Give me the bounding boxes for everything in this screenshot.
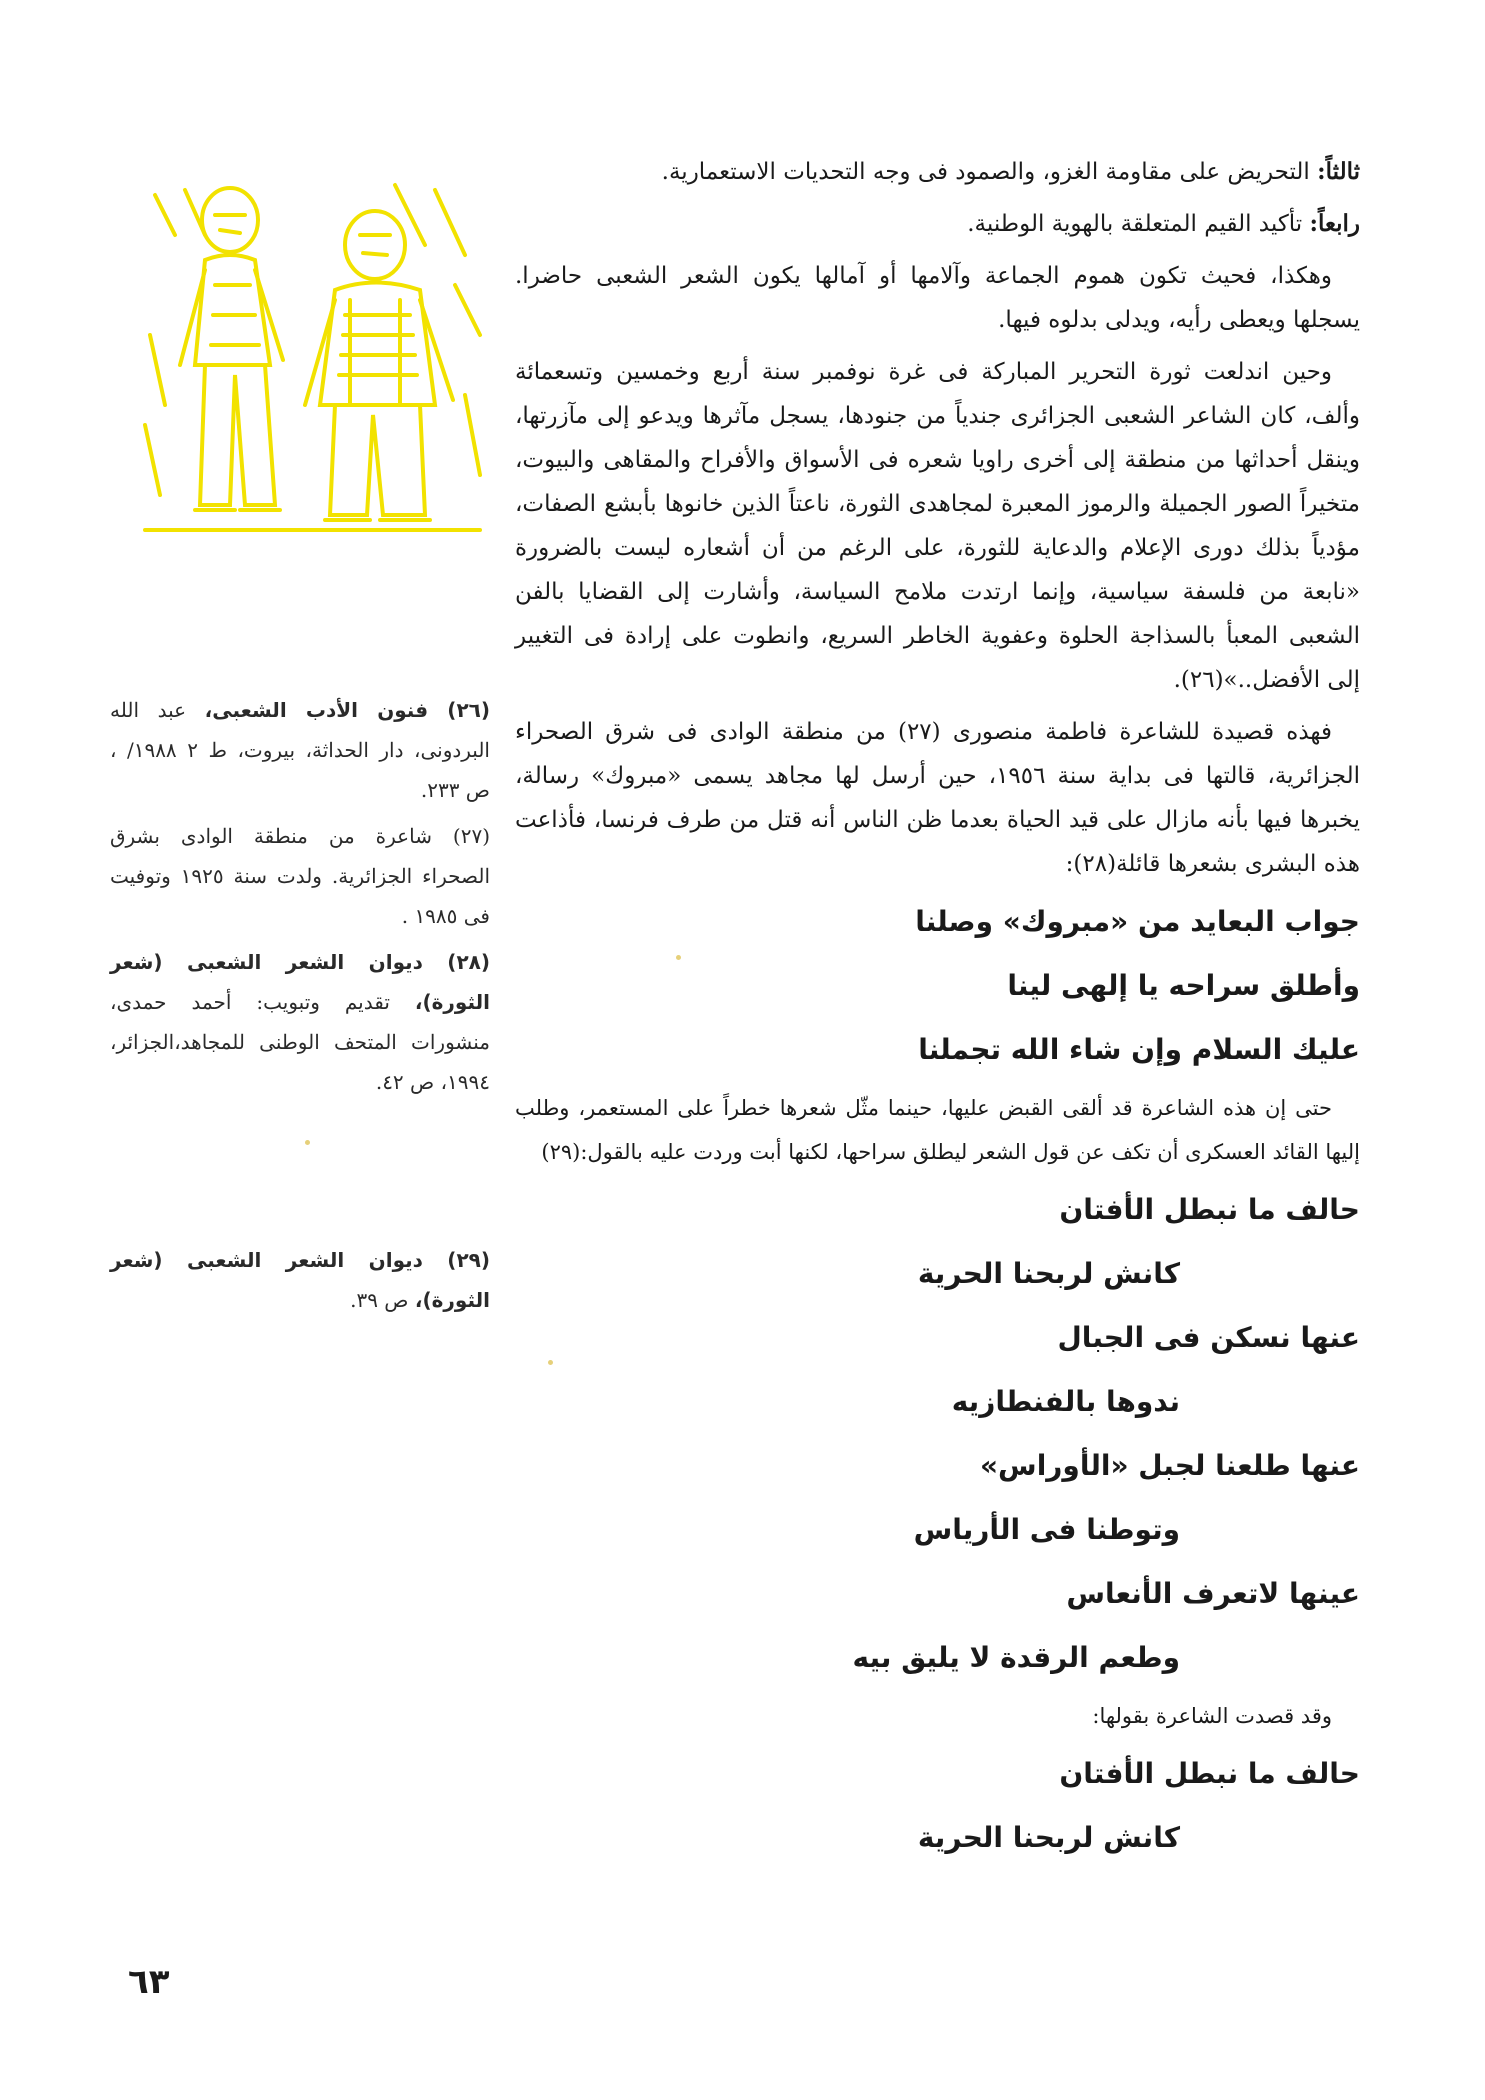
verse-line: حالف ما نبطل الأفتان	[1059, 1193, 1360, 1226]
speck	[305, 1140, 310, 1145]
lead-fourthly: رابعاً:	[1309, 210, 1360, 237]
paragraph-poem-intro: فهذه قصيدة للشاعرة فاطمة منصورى (٢٧) من منطقة الوادى فى شرق الصحراء الجزائرية، قالتها فى بداية سنة ١٩٥٦، حين أرسل لها مجاهد يسمى «مبروك» رسالة، يخبرها فيها بأنه مازال على قيد الحياة بعدما ظن الناس أنه قتل من طرف فرنسا، فأذاعت هذه البشرى بشعرها قائلة(٢٨):	[515, 719, 1360, 877]
verse-line: عينها لاتعرف الأنعاس	[1066, 1577, 1360, 1610]
footnote-28-title: (٢٨) ديوان الشعر الشعبى (شعر الثورة)،	[110, 950, 490, 1014]
paragraph-thus: وهكذا، فحيث تكون هموم الجماعة وآلامها أو آمالها يكون الشعر الشعبى حاضرا. يسجلها ويعطى رأيه، ويدلى بدلوه فيها.	[515, 263, 1360, 333]
verse-line: حالف ما نبطل الأفتان	[1059, 1757, 1360, 1790]
verse-line: كانش لربحنا الحرية	[917, 1257, 1180, 1290]
page-number: ٦٣	[128, 1962, 170, 2002]
verse-line: كانش لربحنا الحرية	[917, 1821, 1180, 1854]
paragraph-fourthly	[515, 202, 1360, 246]
verse-line: وتوطنا فى الأرياس	[913, 1513, 1180, 1546]
verse-line: ندوها بالفنطازيه	[951, 1385, 1180, 1418]
text-thirdly: التحريض على مقاومة الغزو، والصمود فى وجه التحديات الاستعمارية.	[661, 159, 1318, 185]
footnote-28-text: تقديم وتبويب: أحمد حمدى، منشورات المتحف الوطنى للمجاهد،الجزائر، ١٩٩٤، ص ٤٢.	[110, 990, 490, 1094]
footnote-29-title: (٢٩) ديوان الشعر الشعبى (شعر الثورة)،	[110, 1248, 490, 1312]
verse-block-3	[515, 1746, 1360, 1866]
verse-block-1	[515, 894, 1360, 1078]
footnote-26	[110, 690, 490, 810]
verse-line: عليك السلام وإن شاء الله تجملنا	[918, 1033, 1360, 1066]
footnote-26-text: عبد الله البردونى، دار الحداثة، بيروت، ط ٢ ١٩٨٨/ ، ص ٢٣٣.	[110, 698, 490, 802]
lead-thirdly: ثالثاً:	[1317, 158, 1360, 185]
speck	[548, 1360, 553, 1365]
verse-block-2	[515, 1182, 1360, 1686]
verse-line: عنها نسكن فى الجبال	[1057, 1321, 1360, 1354]
verse-line: عنها طلعنا لجبل «الأوراس»	[979, 1449, 1360, 1482]
paragraph-revolution: وحين اندلعت ثورة التحرير المباركة فى غرة نوفمبر سنة أربع وخمسين وتسعمائة وألف، كان الشاعر الشعبى الجزائرى جندياً من جنودها، يسجل مآثرها ويدعو إلى مآزرتها، وينقل أحداثها من منطقة إلى أخرى راويا شعره فى الأسواق والأفراح والمقاهى والبيوت، متخيراً الصور الجميلة والرموز المعبرة لمجاهدى الثورة، ناعتاً الذين خانوها بأبشع الصفات، مؤدياً بذلك دورى الإعلام والدعاية للثورة، على الرغم من أن أشعاره ليست بالضرورة «نابعة من فلسفة سياسية، وإنما ارتدت ملامح السياسة، وأشارت إلى القضايا بالفن الشعبى المعبأ بالسذاجة الحلوة وعفوية الخاطر السريع، وانطوت على إرادة فى التغيير إلى الأفضل..»(٢٦).	[515, 359, 1360, 693]
paragraph-thirdly	[515, 150, 1360, 194]
text-fourthly: تأكيد القيم المتعلقة بالهوية الوطنية.	[967, 211, 1310, 237]
paragraph-arrest: حتى إن هذه الشاعرة قد ألقى القبض عليها، حينما مثّل شعرها خطراً على المستعمر، وطلب إليها القائد العسكرى أن تكف عن قول الشعر ليطلق سراحها، لكنها أبت وردت عليه بالقول:(٢٩)	[515, 1096, 1360, 1164]
verse-line: وأطلق سراحه يا إلهى لينا	[1007, 969, 1360, 1002]
verse-line: جواب البعايد من «مبروك» وصلنا	[915, 905, 1360, 938]
footnote-27: (٢٧) شاعرة من منطقة الوادى بشرق الصحراء الجزائرية. ولدت سنة ١٩٢٥ وتوفيت فى ١٩٨٥ .	[110, 824, 491, 928]
paragraph-meaning: وقد قصدت الشاعرة بقولها:	[1092, 1704, 1332, 1728]
verse-line: وطعم الرقدة لا يليق بيه	[852, 1641, 1180, 1674]
speck	[676, 955, 681, 960]
main-text-column	[515, 150, 1360, 1874]
footnotes-group-1	[110, 690, 490, 1108]
footnote-28	[110, 942, 490, 1102]
illustration-two-men	[135, 175, 490, 535]
footnote-26-title: (٢٦) فنون الأدب الشعبى،	[204, 698, 490, 722]
footnotes-group-2	[110, 1240, 490, 1326]
footnote-29-text: ص ٣٩.	[350, 1288, 415, 1312]
footnote-29	[110, 1240, 490, 1320]
